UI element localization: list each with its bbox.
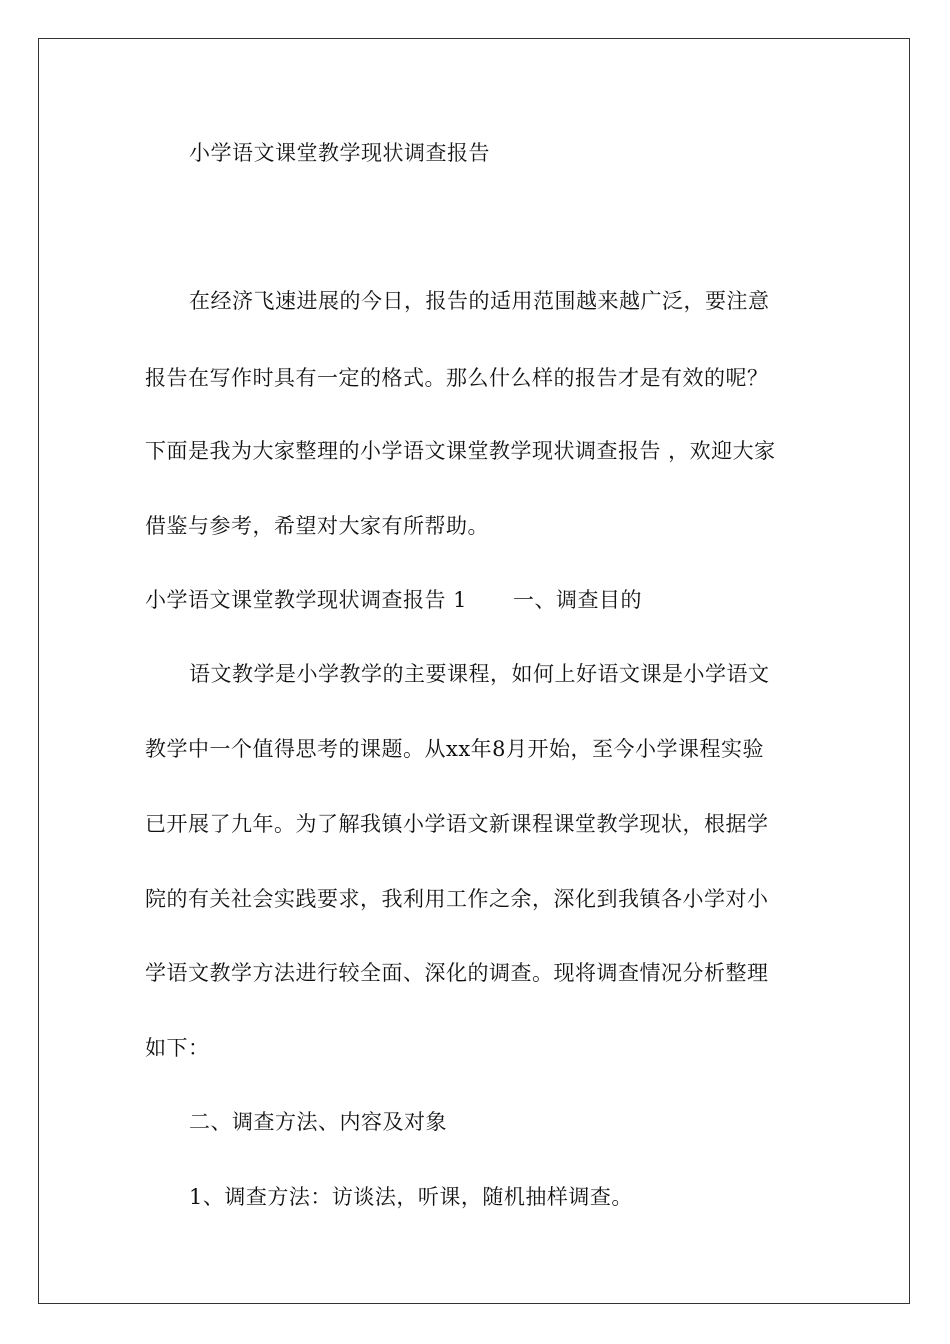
section2-item-1: 1、调查方法：访谈法，听课，随机抽样调查。 [189, 1185, 633, 1209]
report-heading-row [145, 586, 642, 614]
section1-line-6: 如下： [145, 1036, 210, 1060]
section2-heading: 二、调查方法、内容及对象 [189, 1110, 447, 1134]
document-title: 小学语文课堂教学现状调查报告 [189, 141, 490, 165]
intro-line-3: 下面是我为大家整理的小学语文课堂教学现状调查报告 ，欢迎大家 [145, 439, 776, 463]
intro-line-2: 报告在写作时具有一定的格式。那么什么样的报告才是有效的呢？ [145, 366, 769, 390]
report-heading: 小学语文课堂教学现状调查报告 1 [145, 588, 468, 612]
section1-heading: 一、调查目的 [513, 588, 643, 612]
section1-line-5: 学语文教学方法进行较全面、深化的调查。现将调查情况分析整理 [145, 961, 769, 985]
intro-line-4: 借鉴与参考，希望对大家有所帮助。 [145, 514, 489, 538]
intro-line-1: 在经济飞速进展的今日，报告的适用范围越来越广泛，要注意 [189, 289, 770, 313]
section1-line-1: 语文教学是小学教学的主要课程，如何上好语文课是小学语文 [189, 662, 770, 686]
section1-line-3: 已开展了九年。为了解我镇小学语文新课程课堂教学现状，根据学 [145, 812, 769, 836]
section1-line-2: 教学中一个值得思考的课题。从xx年8月开始，至今小学课程实验 [145, 737, 765, 761]
section1-line-4: 院的有关社会实践要求，我利用工作之余，深化到我镇各小学对小 [145, 887, 769, 911]
